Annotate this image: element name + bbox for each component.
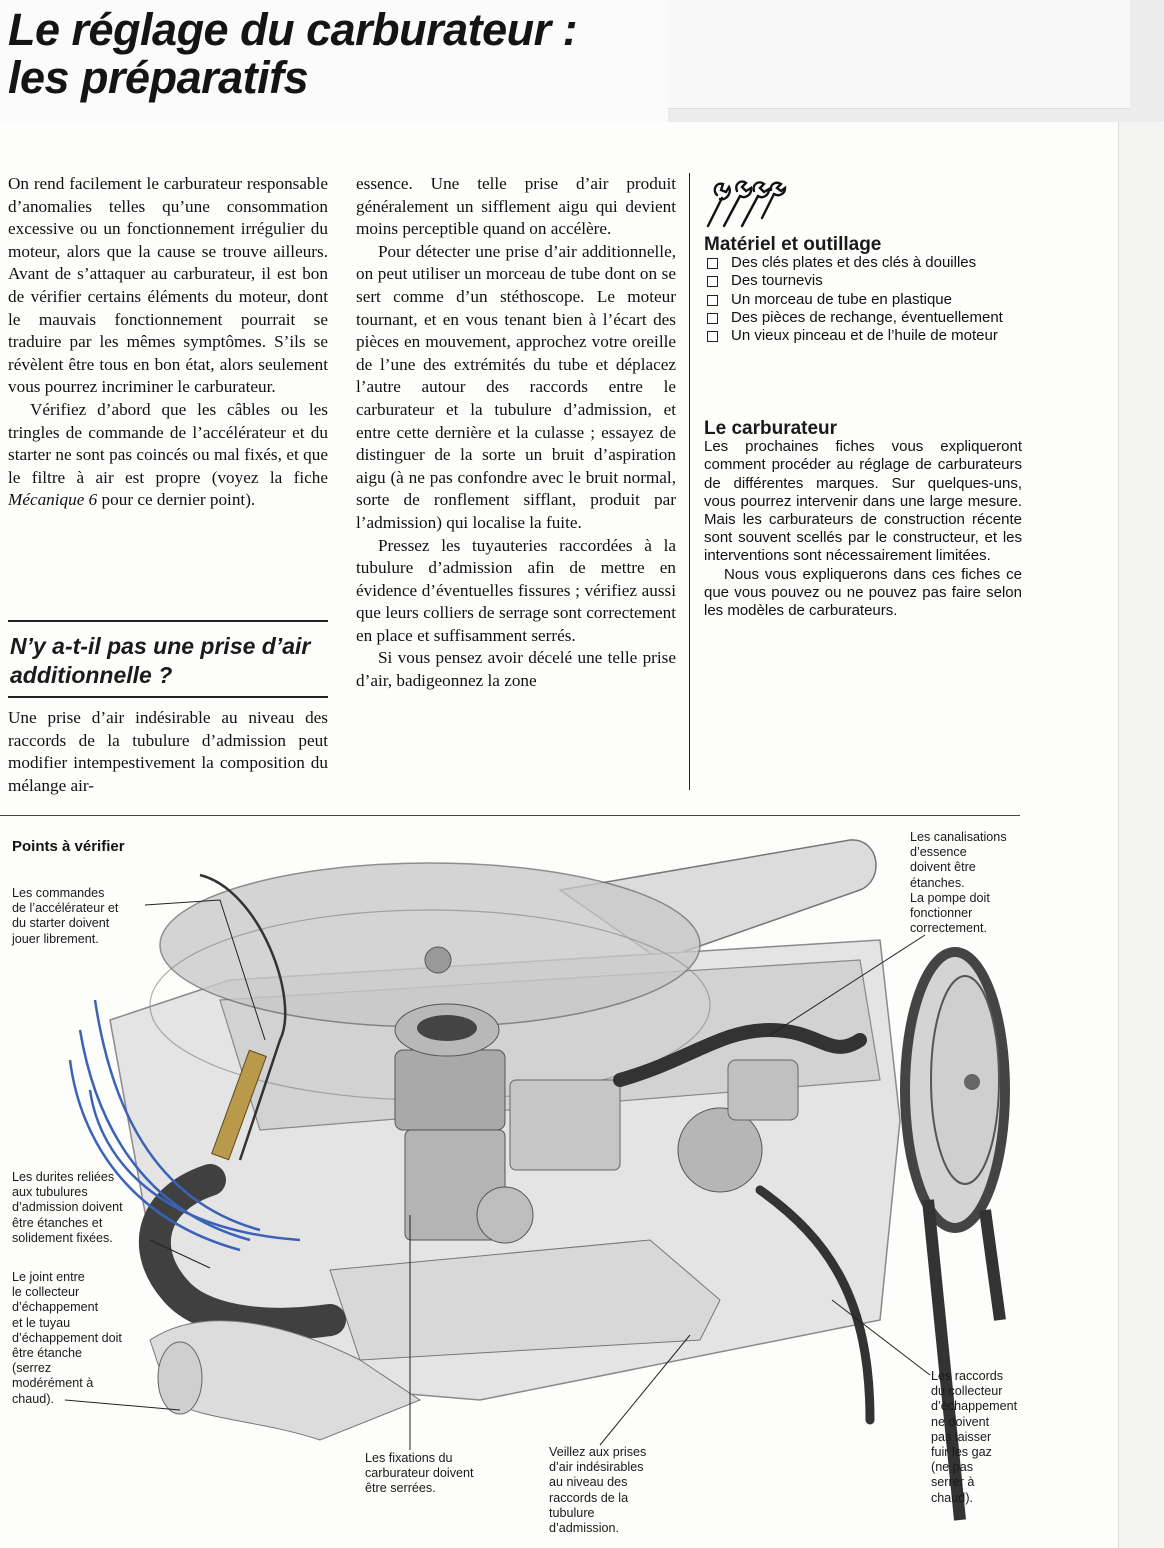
paragraph: essence. Une telle prise d’air produit généralement un sifflement aigu qui devient moins perceptible quand on accélère. bbox=[356, 174, 676, 239]
paragraph: Pressez les tuyauteries raccordées à la tubulure d’admission afin de mettre en évidence d’éventuelles fissures ; vérifiez aussi que leurs colliers de serrage sont correctement en place et suffisamment serrés. bbox=[356, 535, 676, 645]
callout-canalisations: Les canalisations d’essence doivent être étanches. La pompe doit fonctionner correctement. bbox=[910, 830, 1007, 936]
fuel-pump-top bbox=[728, 1060, 798, 1120]
figure-title: Points à vérifier bbox=[12, 838, 125, 855]
carburetor-title: Le carburateur bbox=[704, 418, 838, 439]
callout-commandes: Les commandes de l’accélérateur et du starter doivent jouer librement. bbox=[12, 886, 119, 946]
wing-nut bbox=[425, 947, 451, 973]
section-heading: N’y a-t-il pas une prise d’air additionnelle ? bbox=[10, 633, 311, 688]
checklist-item: Des tournevis bbox=[704, 272, 1022, 290]
checklist-item: Des pièces de rechange, éventuellement bbox=[704, 309, 1022, 327]
callout-durites: Les durites reliées aux tubulures d’admission doivent être étanches et solidement fixées. bbox=[12, 1170, 123, 1245]
reference-link-text: Mécanique 6 bbox=[8, 490, 98, 510]
carburetor-side bbox=[510, 1080, 620, 1170]
paragraph: Si vous pensez avoir décelé une telle prise d’air, badigeonnez la zone bbox=[356, 648, 676, 691]
checklist-item: Un morceau de tube en plastique bbox=[704, 291, 1022, 309]
callout-joint: Le joint entre le collecteur d’échappement et le tuyau d’échappement doit être étanche (serrez modérément à chaud). bbox=[12, 1270, 122, 1406]
fuel-pump bbox=[678, 1108, 762, 1192]
page-title-line-2: les préparatifs bbox=[8, 52, 309, 103]
choke-housing bbox=[477, 1187, 533, 1243]
air-filter-housing bbox=[160, 863, 700, 1027]
carburetor-venturi bbox=[417, 1015, 477, 1041]
paragraph: Pour détecter une prise d’air additionnelle, on peut utiliser un morceau de tube dont on se sert comme d’un stéthoscope. Le moteur tournant, et en vous tenant bien à l’écart des pièces en mouvement, approchez votre oreille de l’une des extrémités du tube et déplacez l’autre autour des raccords entre le carburateur et la tubulure d’admission, et entre cette dernière et la culasse ; essayez de distinguer de la sorte un bruit d’aspiration aigu (à ne pas confondre avec le bruit normal, sorte de ronflement sifflant, produit par l’admission) qui localise la fuite. bbox=[356, 241, 676, 532]
paragraph: Nous vous expliquerons dans ces fiches ce que vous pouvez ou ne pouvez pas faire selon les modèles de carburateurs. bbox=[704, 565, 1022, 620]
checklist-item: Des clés plates et des clés à douilles bbox=[704, 254, 1022, 272]
callout-veillez: Veillez aux prises d’air indésirables au niveau des raccords de la tubulure d’admission. bbox=[549, 1445, 647, 1536]
callout-fixations: Les fixations du carburateur doivent être serrées. bbox=[365, 1451, 474, 1496]
paragraph: Une prise d’air indésirable au niveau des raccords de la tubulure d’admission peut modifier intempestivement la composition du mélange air- bbox=[8, 708, 328, 795]
paragraph: Vérifiez d’abord que les câbles ou les tringles de commande de l’accélérateur et du starter ne sont pas coincés ou mal fixés, et que le filtre à air est propre (voyez la fiche Mécanique 6 pour ce dernier point). bbox=[8, 399, 328, 510]
paragraph: On rend facilement le carburateur responsable d’anomalies telles qu’une consommation excessive ou un fonctionnement irrégulier du moteur, alors que la cause se trouve ailleurs. Avant de s’attaquer au carburateur, il est bon de vérifier certains éléments du moteur, dont le mauvais fonctionnement pourrait se traduire par les mêmes symptômes. S’ils se révèlent être tous en bon état, alors seulement vous pourrez incriminer le carburateur. bbox=[8, 174, 328, 397]
paragraph: Les prochaines fiches vous expliqueront comment procéder au réglage de carburateurs de différentes marques. Sur quelques-uns, vous pourrez intervenir dans une large mesure. Mais les carburateurs de construction récente sont souvent scellés par le constructeur, et les interventions sont nécessairement limitées. bbox=[704, 438, 1022, 565]
checklist-item: Un vieux pinceau et de l’huile de moteur bbox=[704, 327, 1022, 345]
exhaust-flange bbox=[158, 1342, 202, 1414]
carburetor-body bbox=[395, 1050, 505, 1130]
page-title-line-1: Le réglage du carburateur : bbox=[8, 4, 578, 55]
pulley-bolt bbox=[964, 1074, 980, 1090]
callout-raccords: Les raccords du collecteur d’échappement ne doivent pas laisser fuir les gaz (ne pas serrer à chaud). bbox=[931, 1369, 1018, 1505]
tools-title: Matériel et outillage bbox=[704, 234, 882, 255]
